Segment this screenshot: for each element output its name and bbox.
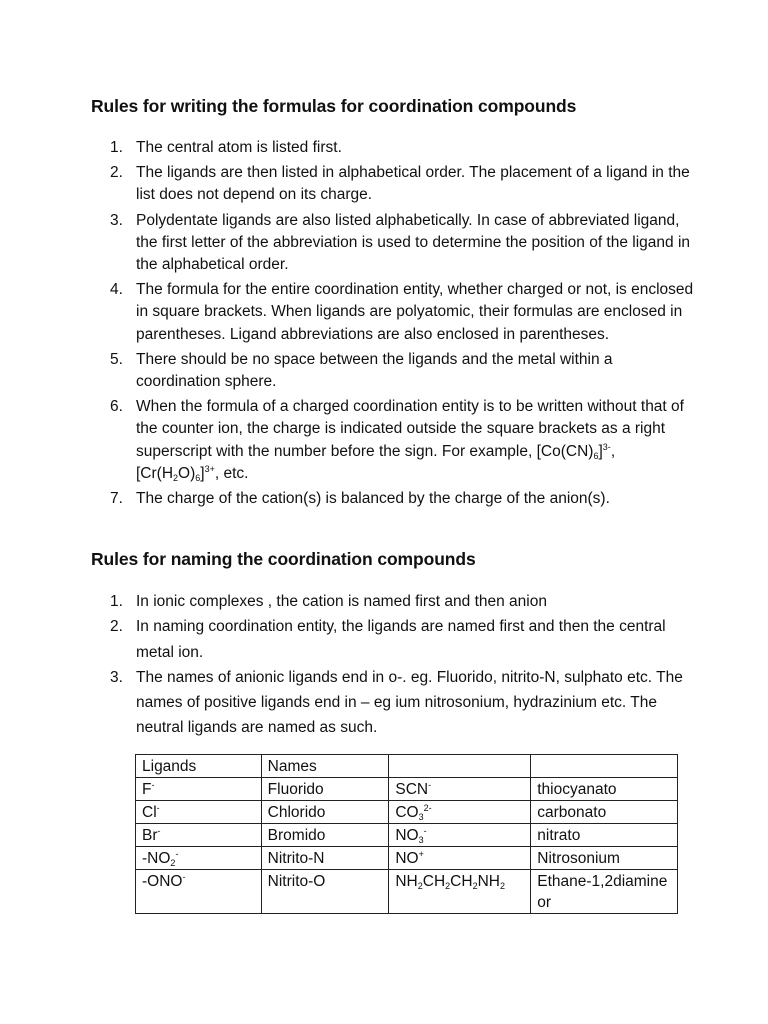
list-item — [110, 279, 696, 346]
name-cell: Nitrosonium — [531, 847, 678, 870]
name-cell: nitrato — [531, 824, 678, 847]
ligand-cell: $NO_3^-$ — [389, 824, 531, 847]
table-header-row — [136, 755, 678, 778]
item-number: 2. — [110, 164, 123, 182]
ligand-cell: F- — [136, 778, 262, 801]
header-cell: Names — [261, 755, 389, 778]
section-heading-naming: Rules for naming the coordination compounds — [91, 549, 476, 569]
list-item — [110, 210, 696, 277]
ligand-cell: Br- — [136, 824, 262, 847]
item-number: 1. — [110, 593, 123, 610]
list-item — [110, 349, 696, 393]
header-cell: Ligands — [136, 755, 262, 778]
item-text: In naming coordination entity, the ligands are named first and then the central metal ion. — [136, 618, 666, 661]
ligand-cell: NO+ — [389, 847, 531, 870]
header-cell — [389, 755, 531, 778]
naming-rules-list — [110, 589, 696, 741]
section-heading-formulas: Rules for writing the formulas for coordination compounds — [91, 96, 577, 116]
list-item — [110, 589, 696, 614]
item-text: Polydentate ligands are also listed alphabetically. In case of abbreviated ligand, the first letter of the abbreviation is used to determine the position of the ligand in the alphabetical order. — [136, 211, 691, 274]
item-number: 3. — [110, 668, 123, 686]
list-item — [110, 614, 696, 665]
item-number: 5. — [110, 350, 123, 368]
ligand-cell: SCN- — [389, 778, 531, 801]
list-item — [110, 137, 696, 159]
table-row — [136, 824, 678, 847]
ligand-cell: $-NO_2^-$ — [136, 847, 262, 870]
item-text: There should be no space between the ligands and the metal within a coordination sphere. — [136, 350, 613, 391]
ligand-cell: $CO_3^{2-}$ — [389, 801, 531, 824]
item-text: The formula for the entire coordination entity, whether charged or not, is enclosed in square brackets. When ligands are polyatomic, their formulas are enclosed in parentheses. Ligand abbreviations are also enclosed in parentheses. — [136, 281, 694, 343]
item-number: 2. — [110, 618, 123, 636]
name-cell: Bromido — [261, 824, 389, 847]
ligand-cell: -ONO- — [136, 870, 262, 914]
item-number: 4. — [110, 281, 123, 299]
item-text: The charge of the cation(s) is balanced by the charge of the anion(s). — [136, 490, 610, 508]
list-item — [110, 665, 696, 741]
name-cell: Chlorido — [261, 801, 389, 824]
table-row — [136, 870, 678, 914]
list-item — [110, 162, 696, 206]
item-number: 1. — [110, 139, 123, 156]
formula-example: $[Co(CN)_6]^{3-}$, $[Cr(H_2O)_6]^{3+}$, etc. — [136, 441, 616, 483]
item-number: 7. — [110, 490, 123, 508]
table-row — [136, 778, 678, 801]
ligands-table — [135, 754, 678, 914]
item-text: In ionic complexes , the cation is named first and then anion — [136, 593, 547, 610]
item-text: The central atom is listed first. — [136, 139, 342, 156]
list-item — [110, 396, 696, 485]
name-cell: Ethane-1,2diamine or — [531, 870, 678, 914]
name-cell: thiocyanato — [531, 778, 678, 801]
formula-rules-list — [110, 137, 696, 513]
item-text: When the formula of a charged coordination entity is to be written without that of the counter ion, the charge is indicated outside the square brackets as a right superscript with the number before the sign. For example, — [136, 398, 684, 460]
header-cell — [531, 755, 678, 778]
item-text: The ligands are then listed in alphabetical order. The placement of a ligand in the list does not depend on its charge. — [136, 164, 690, 204]
list-item — [110, 488, 696, 510]
name-cell: carbonato — [531, 801, 678, 824]
item-number: 3. — [110, 211, 123, 229]
name-cell: Fluorido — [261, 778, 389, 801]
name-cell: Nitrito-N — [261, 847, 389, 870]
item-number: 6. — [110, 398, 123, 416]
table-row — [136, 801, 678, 824]
name-cell: Nitrito-O — [261, 870, 389, 914]
ligand-cell: Cl- — [136, 801, 262, 824]
ligand-cell: $NH_2CH_2CH_2NH_2$ — [389, 870, 531, 914]
item-text: The names of anionic ligands end in o-. eg. Fluorido, nitrito-N, sulphato etc. The names of positive ligands end in – eg ium nitrosonium, hydrazinium etc. The neutral ligands are named as such. — [136, 668, 683, 737]
table-row — [136, 847, 678, 870]
